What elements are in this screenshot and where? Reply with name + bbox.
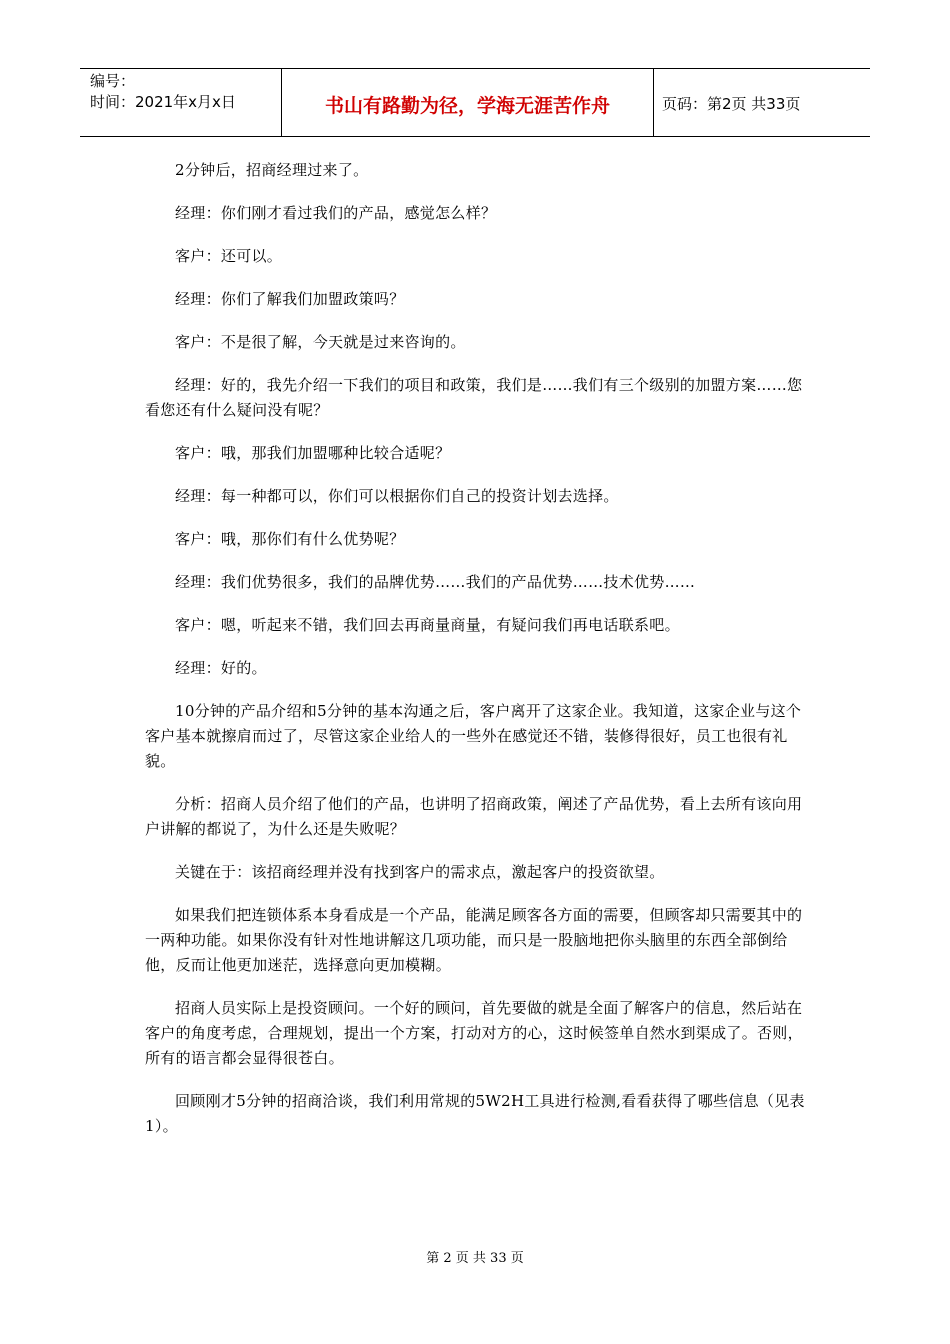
dialogue-line: 经理：每一种都可以，你们可以根据你们自己的投资计划去选择。: [175, 487, 619, 505]
document-body: [145, 158, 810, 1157]
body-paragraph: 分析：招商人员介绍了他们的产品，也讲明了招商政策，阐述了产品优势，看上去所有该向用户讲解的都说了，为什么还是失败呢？: [145, 795, 803, 838]
dialogue-line: 客户：嗯，听起来不错，我们回去再商量商量，有疑问我们再电话联系吧。: [175, 616, 680, 634]
body-paragraph: 关键在于：该招商经理并没有找到客户的需求点，激起客户的投资欲望。: [175, 863, 665, 881]
dialogue-line: 经理：你们了解我们加盟政策吗？: [175, 290, 405, 308]
dialogue-line: 经理：好的。: [175, 659, 267, 677]
body-paragraph: 回顾刚才5分钟的招商洽谈，我们利用常规的5W2H工具进行检测,看看获得了哪些信息（见表1）。: [145, 1092, 805, 1135]
page-footer: 第 2 页 共 33 页: [426, 1251, 524, 1266]
document-date: 时间：2021年x月x日: [90, 93, 236, 111]
dialogue-line: 客户：哦，那我们加盟哪种比较合适呢？: [175, 444, 451, 462]
dialogue-line: 客户：哦，那你们有什么优势呢？: [175, 530, 405, 548]
header-motto: 书山有路勤为径，学海无涯苦作舟: [324, 95, 610, 117]
document-number-label: 编号：: [90, 72, 136, 90]
dialogue-line: 经理：你们刚才看过我们的产品，感觉怎么样？: [175, 204, 497, 222]
header-page-code: 页码：第2页 共33页: [662, 95, 801, 113]
dialogue-line: 2分钟后，招商经理过来了。: [175, 161, 369, 179]
dialogue-line: 经理：我们优势很多，我们的品牌优势……我们的产品优势……技术优势……: [175, 573, 696, 591]
header-motto-cell: [282, 69, 654, 136]
body-paragraph: 10分钟的产品介绍和5分钟的基本沟通之后，客户离开了这家企业。我知道，这家企业与这个客户基本就擦肩而过了，尽管这家企业给人的一些外在感觉还不错，装修得很好，员工也很有礼貌。: [145, 702, 802, 770]
page-header: [80, 68, 870, 137]
dialogue-line: 客户：不是很了解，今天就是过来咨询的。: [175, 333, 466, 351]
body-paragraph: 如果我们把连锁体系本身看成是一个产品，能满足顾客各方面的需要，但顾客却只需要其中的一两种功能。如果你没有针对性地讲解这几项功能，而只是一股脑地把你头脑里的东西全部倒给他，反而让他更加迷茫，选择意向更加模糊。: [145, 906, 803, 974]
header-page-cell: [654, 69, 870, 136]
dialogue-line: 客户：还可以。: [175, 247, 283, 265]
header-meta-cell: [80, 69, 282, 136]
body-paragraph: 招商人员实际上是投资顾问。一个好的顾问，首先要做的就是全面了解客户的信息，然后站在客户的角度考虑，合理规划，提出一个方案，打动对方的心，这时候签单自然水到渠成了。否则，所有的语言都会显得很苍白。: [145, 999, 803, 1067]
dialogue-line: 经理：好的，我先介绍一下我们的项目和政策，我们是……我们有三个级别的加盟方案……您看您还有什么疑问没有呢？: [145, 376, 803, 419]
